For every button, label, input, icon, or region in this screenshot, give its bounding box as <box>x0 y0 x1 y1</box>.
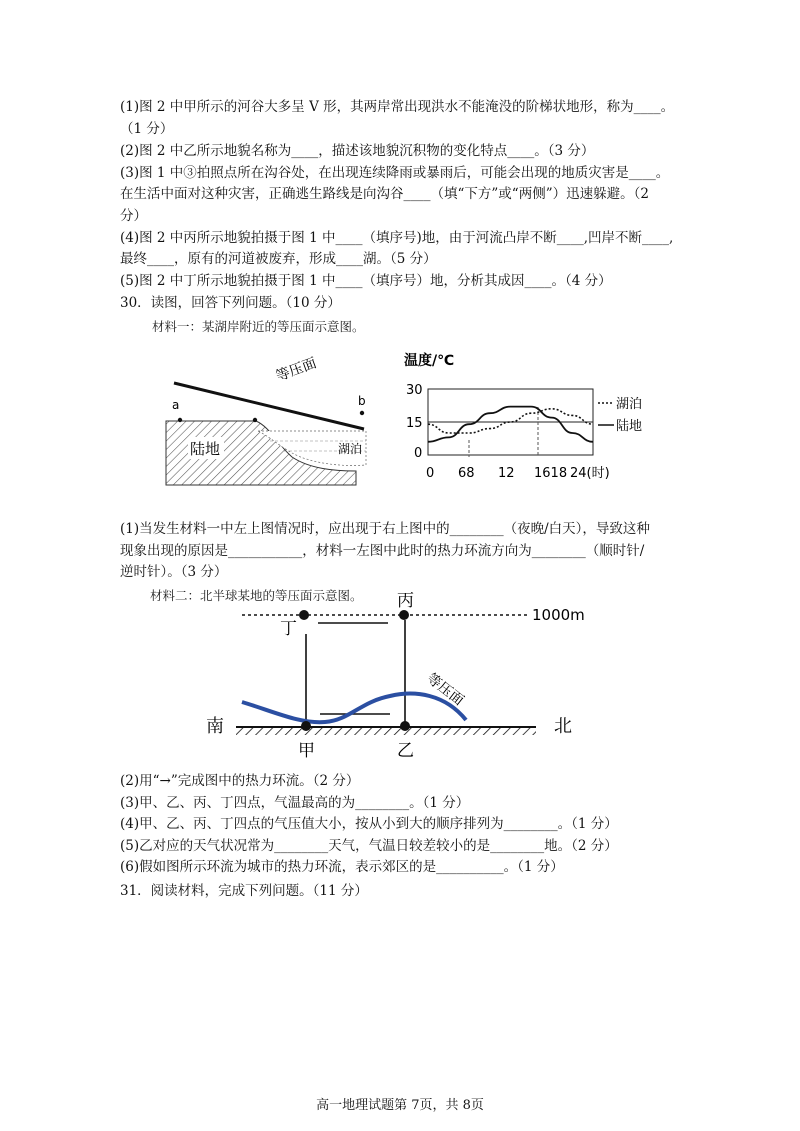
label-yi: 乙 <box>397 741 414 761</box>
ytick-0: 0 <box>414 446 423 461</box>
series-line-0 <box>428 409 593 433</box>
isobar-label: 等压面 <box>273 355 319 385</box>
label-bing: 丙 <box>397 592 414 611</box>
point-a-label: a <box>172 398 180 412</box>
surface-point <box>253 418 257 422</box>
q5-line: (5)乙对应的天气状况常为________天气，气温日较差较小的是________地。（2 分） <box>120 838 618 854</box>
point-jia <box>301 721 311 731</box>
isobar-curve <box>242 694 466 723</box>
legend-lake-label: 湖泊 <box>616 397 643 412</box>
ytick-30: 30 <box>406 383 423 398</box>
q1-line-1: (1)当发生材料一中左上图情况时，应出现于右上图中的________（夜晚/白天），导致这种 <box>120 521 650 537</box>
label-jia: 甲 <box>298 741 315 761</box>
page-footer: 高一地理试题第 7页，共 8页 <box>316 1098 484 1113</box>
lake-label: 湖泊 <box>338 442 363 456</box>
question-30-heading: 30．读图，回答下列问题。（10 分） <box>120 295 341 311</box>
point-bing <box>399 610 409 620</box>
question-line-8: 最终____，原有的河道被废弃，形成____湖。（5 分） <box>120 251 437 267</box>
question-line-7: (4)图 2 中丙所示地貌拍摄于图 1 中____（填序号)地，由于河流凸岸不断____,凹岸不断____, <box>120 230 674 246</box>
question-line-4: (3)图 1 中③拍照点所在沟谷处，在出现连续降雨或暴雨后，可能会出现的地质灾害是____。 <box>120 165 670 181</box>
point-a <box>178 418 182 422</box>
isobar-land-lake-figure <box>160 345 390 495</box>
xtick-68: 68 <box>458 466 475 481</box>
q1-line-2: 现象出现的原因是___________，材料一左图中此时的热力环流方向为________（顺时针/ <box>120 543 645 559</box>
point-yi <box>400 721 410 731</box>
q4-line: (4)甲、乙、丙、丁四点的气压值大小，按从小到大的顺序排列为________。（1 分） <box>120 816 618 832</box>
land-label: 陆地 <box>190 440 221 458</box>
label-north: 北 <box>554 716 572 737</box>
question-line-2: （1 分） <box>120 121 174 137</box>
point-b <box>360 411 364 415</box>
question-line-9: (5)图 2 中丁所示地貌拍摄于图 1 中____（填序号）地，分析其成因____。（4 分） <box>120 273 612 289</box>
chart-ylabel: 温度/℃ <box>404 353 455 369</box>
xtick-0: 0 <box>426 466 435 481</box>
isobar-curve-label: 等压面 <box>423 670 467 710</box>
xtick-24: 24(时) <box>570 466 610 481</box>
q2-line: (2)用“→”完成图中的热力环流。（2 分） <box>120 773 360 789</box>
question-line-1: (1)图 2 中甲所示的河谷大多呈 V 形，其两岸常出现洪水不能淹没的阶梯状地形，称为____。 <box>120 99 675 115</box>
xtick-1618: 1618 <box>534 466 568 481</box>
material2-caption: 材料二：北半球某地的等压面示意图。 <box>150 588 363 603</box>
question-line-5: 在生活中面对这种灾害，正确逃生路线是向沟谷____（填“下方”或“两侧”）迅速躲避。（2 <box>120 186 649 202</box>
thermal-circulation-figure <box>200 592 600 767</box>
legend-land-label: 陆地 <box>616 419 643 434</box>
altitude-label: 1000m <box>532 606 585 624</box>
question-line-6: 分） <box>120 208 147 224</box>
q6-line: (6)假如图所示环流为城市的热力环流，表示郊区的是__________。（1 分） <box>120 859 564 875</box>
q3-line: (3)甲、乙、丙、丁四点，气温最高的为________。（1 分） <box>120 795 470 811</box>
point-b-label: b <box>358 394 366 408</box>
q1-line-3: 逆时针）。（3 分） <box>120 564 228 580</box>
question-line-3: (2)图 2 中乙所示地貌名称为____，描述该地貌沉积物的变化特点____。（3 分） <box>120 143 595 159</box>
temperature-chart <box>400 345 650 495</box>
label-south: 南 <box>206 716 224 737</box>
question-31-heading: 31．阅读材料，完成下列问题。（11 分） <box>120 883 368 899</box>
label-ding: 丁 <box>280 619 297 639</box>
xtick-12: 12 <box>498 466 515 481</box>
ytick-15: 15 <box>406 416 423 431</box>
material1-caption: 材料一：某湖岸附近的等压面示意图。 <box>152 319 365 334</box>
series-line-1 <box>428 407 593 442</box>
point-ding <box>299 610 309 620</box>
ground-hatch <box>236 727 536 735</box>
